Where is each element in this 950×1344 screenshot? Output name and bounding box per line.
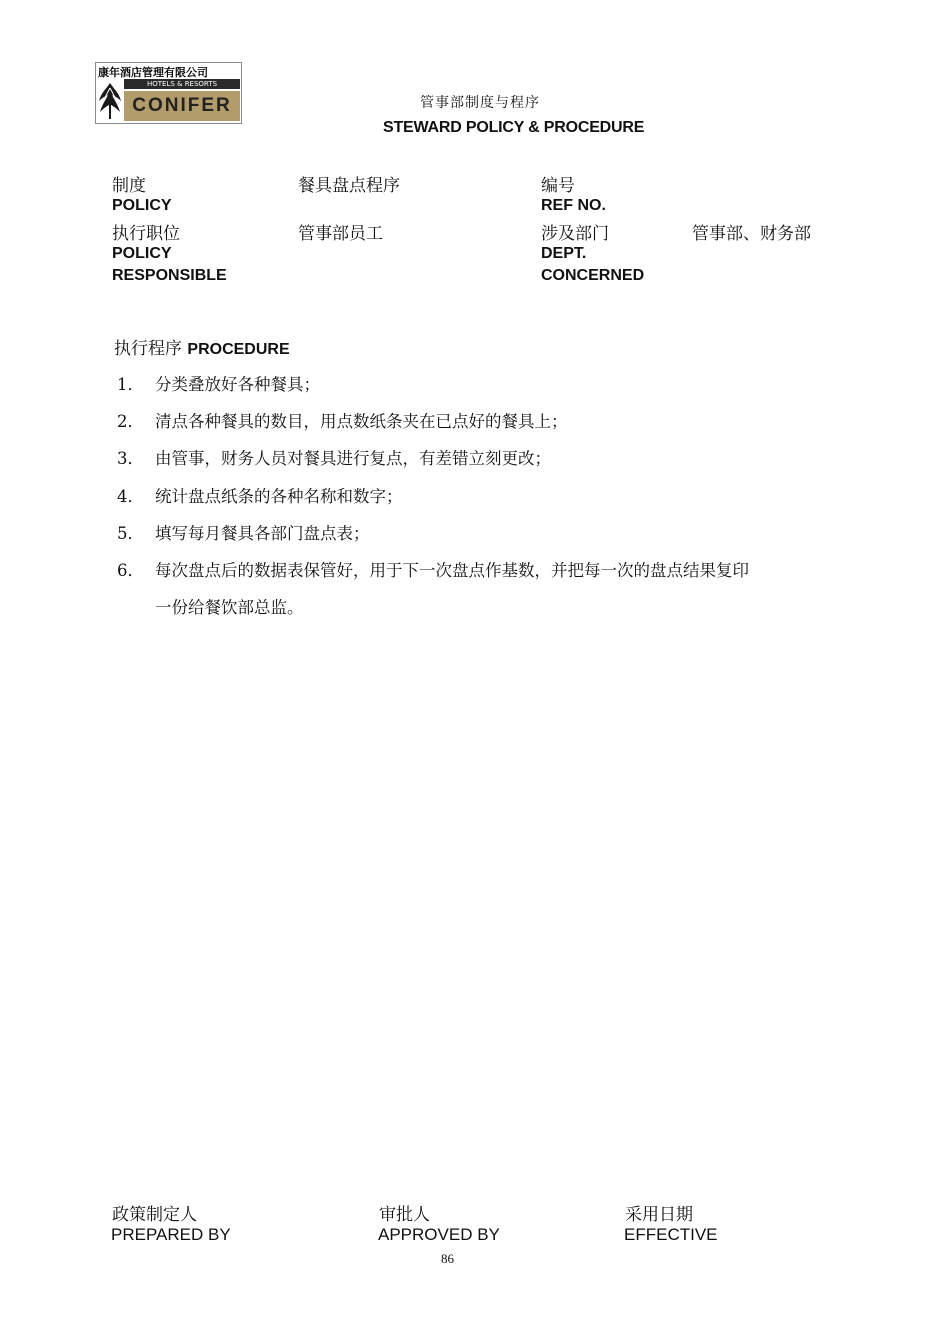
procedure-step xyxy=(117,445,551,469)
prepared-by-label-cn: 政策制定人 xyxy=(112,1205,197,1225)
dept-label-cn: 涉及部门 xyxy=(541,224,609,244)
ref-label-en: REF NO. xyxy=(541,197,606,214)
step-number: 4． xyxy=(117,487,144,506)
step-text: 填写每月餐具各部门盘点表； xyxy=(155,524,370,543)
policy-label-cn: 制度 xyxy=(112,176,146,196)
approved-by-label-en: APPROVED BY xyxy=(378,1225,500,1244)
policy-label-en: POLICY xyxy=(112,197,172,214)
approved-by-label-cn: 审批人 xyxy=(379,1205,430,1225)
dept-label-en-2: CONCERNED xyxy=(541,267,645,284)
step-number: 3． xyxy=(117,449,144,468)
responsible-label-cn: 执行职位 xyxy=(112,224,180,244)
step-text: 清点各种餐具的数目，用点数纸条夹在已点好的餐具上； xyxy=(155,412,568,431)
effective-label-cn: 采用日期 xyxy=(625,1205,693,1225)
procedure-step xyxy=(117,408,568,432)
prepared-by-label-en: PREPARED BY xyxy=(111,1225,231,1244)
step-number: 6． xyxy=(117,561,144,580)
procedure-title xyxy=(114,334,290,359)
page-number: 86 xyxy=(441,1251,454,1266)
dept-value: 管事部、财务部 xyxy=(692,224,811,244)
effective-label-en: EFFECTIVE xyxy=(624,1225,718,1244)
step-text: 统计盘点纸条的各种名称和数字； xyxy=(155,487,403,506)
step-text: 分类叠放好各种餐具； xyxy=(155,375,320,394)
company-logo xyxy=(95,62,242,124)
procedure-step xyxy=(117,483,403,507)
procedure-step xyxy=(117,371,320,395)
tree-emblem-icon xyxy=(97,79,123,121)
logo-tagline: HOTELS & RESORTS xyxy=(124,79,240,89)
logo-brand: CONIFER xyxy=(124,91,240,121)
dept-label-en-1: DEPT. xyxy=(541,245,587,262)
logo-chinese-name: 康年酒店管理有限公司 xyxy=(98,66,208,79)
policy-value: 餐具盘点程序 xyxy=(298,176,400,196)
step-text: 由管事，财务人员对餐具进行复点，有差错立刻更改； xyxy=(155,449,551,468)
procedure-title-en: PROCEDURE xyxy=(187,341,290,358)
step-number: 2． xyxy=(117,412,144,431)
header-title-cn: 管事部制度与程序 xyxy=(420,95,540,111)
step-continuation: 一份给餐饮部总监。 xyxy=(155,598,304,617)
responsible-label-en-1: POLICY xyxy=(112,245,172,262)
header-title-en: STEWARD POLICY & PROCEDURE xyxy=(383,119,645,136)
procedure-step xyxy=(117,520,370,544)
ref-label-cn: 编号 xyxy=(541,176,575,196)
step-number: 1． xyxy=(117,375,144,394)
procedure-step xyxy=(117,557,749,581)
responsible-value: 管事部员工 xyxy=(298,224,383,244)
step-text: 每次盘点后的数据表保管好，用于下一次盘点作基数，并把每一次的盘点结果复印 xyxy=(155,561,749,580)
responsible-label-en-2: RESPONSIBLE xyxy=(112,267,227,284)
step-number: 5． xyxy=(117,524,144,543)
procedure-title-cn: 执行程序 xyxy=(114,339,182,359)
